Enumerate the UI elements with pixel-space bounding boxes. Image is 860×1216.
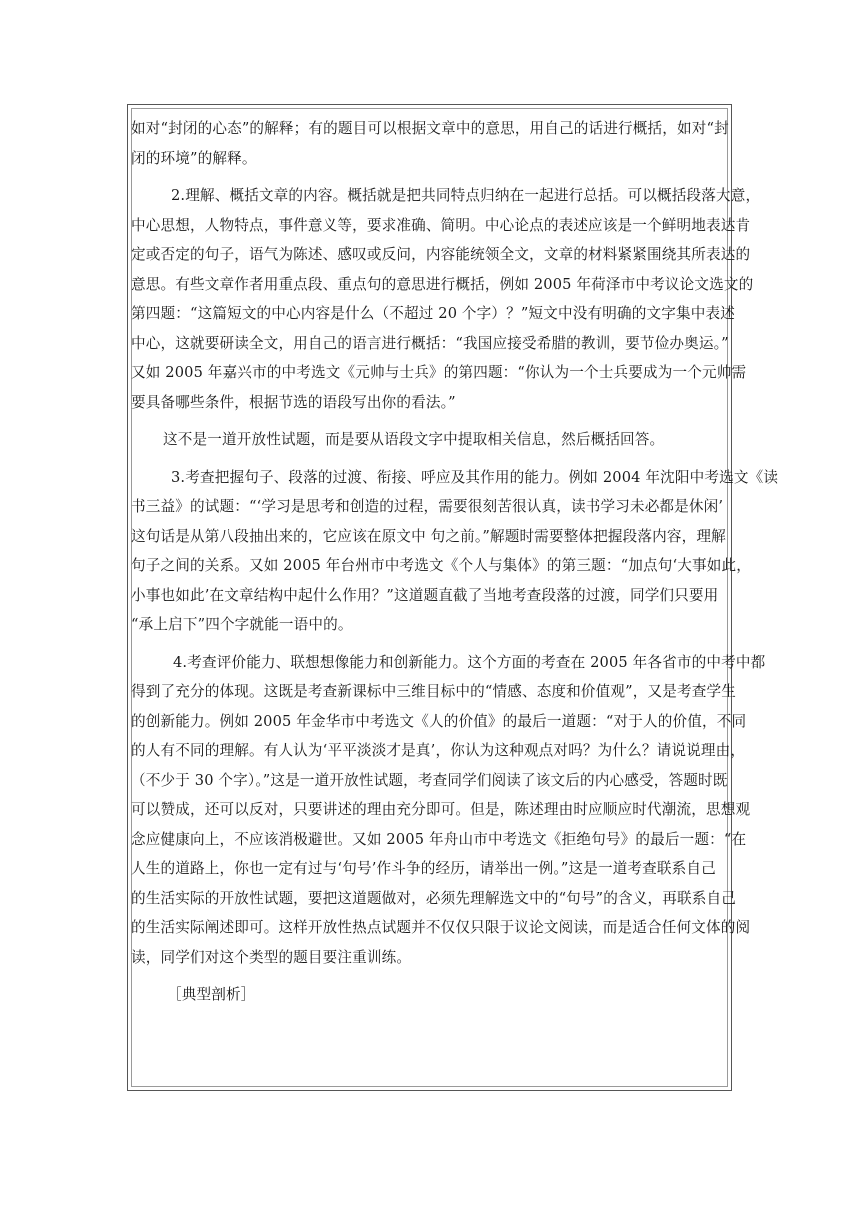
text-line: 句子之间的关系。又如 2005 年台州市中考选文《个人与集体》的第三题：“加点句‘大事如此， [131, 557, 751, 574]
text-line: 的生活实际阐述即可。这样开放性热点试题并不仅仅只限于议论文阅读，而是适合任何文体的阅 [131, 919, 751, 936]
document-body [131, 114, 779, 1010]
text-line: 书三益》的试题：“‘学习是思考和创造的过程，需要很刻苦很认真，读书学习未必都是休闲’ [131, 498, 724, 515]
text-line: 读，同学们对这个类型的题目要注重训练。 [131, 948, 412, 966]
section-heading [131, 980, 731, 1010]
text-line: 得到了充分的体现。这既是考查新课标中三维目标中的“情感、态度和价值观”，又是考查学生 [131, 683, 736, 700]
text-line: ［典型剖析］ [167, 986, 256, 1003]
text-line: 中心，这就要研读全文，用自己的语言进行概括：“我国应接受希腊的教训，要节俭办奥运。” [131, 334, 729, 352]
paragraph [131, 425, 731, 455]
paragraph [131, 463, 779, 640]
text-line: 小事也如此’在文章结构中起什么作用？”这道题直截了当地考查段落的过渡，同学们只要用 [131, 586, 719, 604]
text-line: 念应健康向上，不应该消极避世。又如 2005 年舟山市中考选文《拒绝句号》的最后一题：“在 [131, 830, 747, 848]
text-line: 意思。有些文章作者用重点段、重点句的意思进行概括，例如 2005 年荷泽市中考议论文选文的 [131, 275, 754, 293]
text-line: 如对“封闭的心态”的解释；有的题目可以根据文章中的意思，用自己的话进行概括，如对“封 [131, 120, 729, 137]
text-line: 又如 2005 年嘉兴市的中考选文《元帅与士兵》的第四题：“你认为一个士兵要成为一个元帅需 [131, 364, 747, 381]
text-line: 可以赞成，还可以反对，只要讲述的理由充分即可。但是，陈述理由时应顺应时代潮流，思想观 [131, 801, 751, 818]
text-line: 第四题：“这篇短文的中心内容是什么（不超过 20 个字）？”短文中没有明确的文字集中表述 [131, 305, 735, 322]
text-line: 人生的道路上，你也一定有过与‘句号’作斗争的经历，请举出一例。”这是一道考查联系自己 [131, 860, 716, 877]
text-line: 这不是一道开放性试题，而是要从语段文字中提取相关信息，然后概括回答。 [163, 431, 665, 448]
text-line: 2.理解、概括文章的内容。概括就是把共同特点归纳在一起进行总括。可以概括段落大意， [171, 187, 761, 204]
text-line: 这句话是从第八段抽出来的，它应该在原文中 句之前。”解题时需要整体把握段落内容，理解 [131, 527, 726, 545]
text-line: 3.考查把握句子、段落的过渡、衔接、呼应及其作用的能力。例如 2004 年沈阳中考选文《读 [171, 468, 779, 486]
text-line: （不少于 30 个字）。”这是一道开放性试题，考查同学们阅读了该文后的内心感受，答题时既 [131, 771, 728, 789]
text-line: 的生活实际的开放性试题，要把这道题做对，必须先理解选文中的“句号”的含义，再联系自己 [131, 889, 736, 907]
text-line: 中心思想，人物特点，事件意义等，要求准确、简明。中心论点的表述应该是一个鲜明地表达肯 [131, 216, 751, 234]
paragraph [131, 181, 761, 417]
text-line: 要具备哪些条件，根据节选的语段写出你的看法。” [131, 393, 456, 411]
paragraph [131, 648, 766, 973]
paragraph [131, 114, 731, 173]
text-line: 的人有不同的理解。有人认为‘平平淡淡才是真’，你认为这种观点对吗？为什么？请说说理由， [131, 742, 746, 759]
text-line: “承上启下”四个字就能一语中的。 [131, 616, 353, 633]
text-line: 定或否定的句子，语气为陈述、感叹或反问，内容能统领全文，文章的材料紧紧围绕其所表达的 [131, 246, 751, 263]
text-line: 闭的环境”的解释。 [131, 149, 257, 167]
text-line: 4.考查评价能力、联想想像能力和创新能力。这个方面的考查在 2005 年各省市的中考中都 [173, 653, 766, 671]
text-line: 的创新能力。例如 2005 年金华市中考选文《人的价值》的最后一道题：“对于人的价值，不同 [131, 712, 747, 730]
